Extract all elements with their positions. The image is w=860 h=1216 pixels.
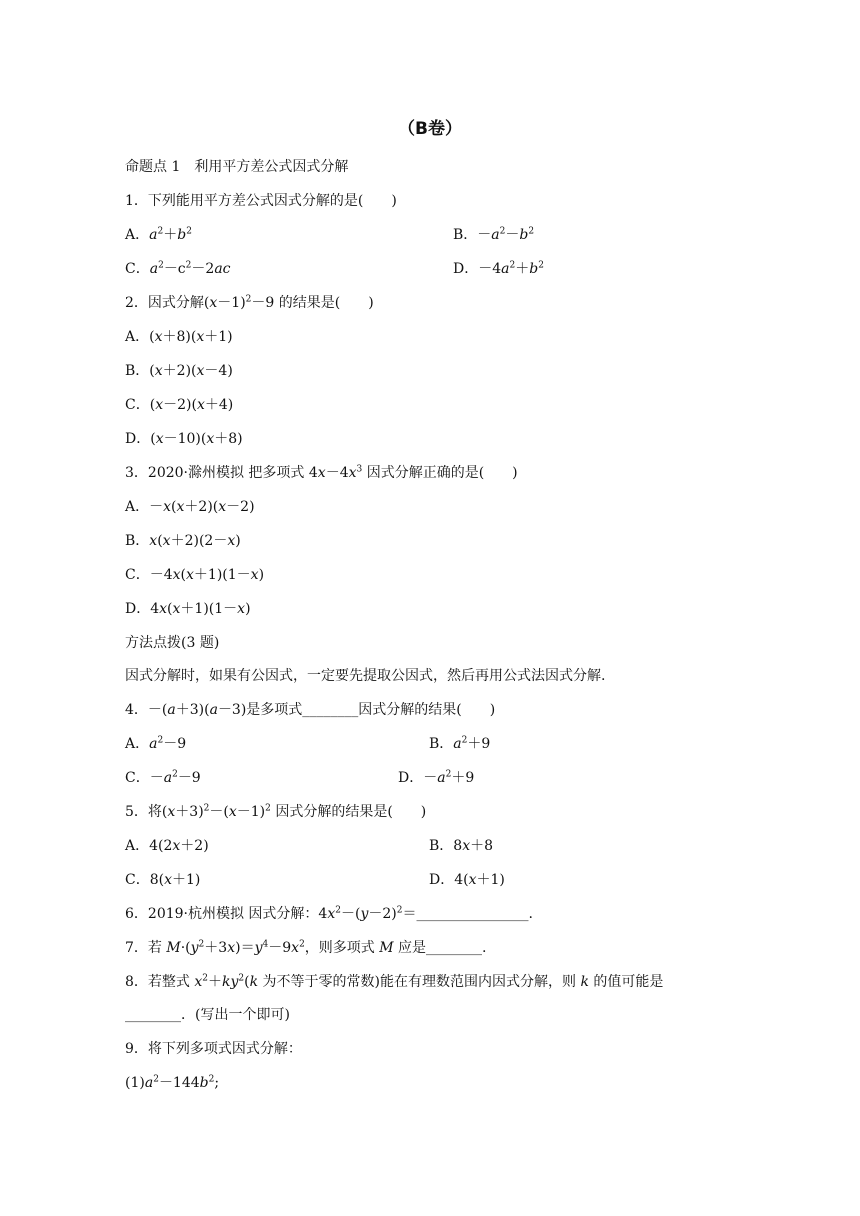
question-8-line-1: 8．若整式 $x^2+ky^2(k$ 为不等于零的常数)能在有理数范围内因式分解，则 k 的值可能是 — [125, 973, 664, 990]
q1-option-d: D．$-4a^2+b^2$ — [453, 260, 544, 277]
question-7-stem: 7．若 $M\cdot(y^2+3x)=y^4-9x^2$，则多项式 M 应是________. — [125, 939, 487, 956]
question-6-stem: 6．2019·杭州模拟 因式分解：$4x^2-(y-2)^2=\_\_\_\_\_\_\_\_\_\_\_\_\_\_\_\_$. — [125, 905, 533, 922]
q1-option-a: A．$a^2+b^2$ — [125, 226, 192, 243]
q4-option-a: A．$a^2-9$ — [125, 735, 187, 752]
question-8-line-2: ________．(写出一个即可) — [125, 1007, 290, 1023]
q5-option-c: C．8(x＋1) — [125, 872, 201, 888]
q3-option-a: A．－x(x＋2)(x－2) — [125, 499, 255, 515]
q4-option-b: B．$a^2+9$ — [429, 735, 491, 752]
q2-option-c: C．(x－2)(x＋4) — [125, 397, 234, 413]
q2-option-d: D．(x－10)(x＋8) — [125, 431, 243, 447]
page-title: （B卷） — [398, 119, 462, 139]
question-9-part-1: $(1)a^2-144b^2$; — [125, 1074, 220, 1091]
q2-option-b: B．(x＋2)(x－4) — [125, 363, 233, 379]
q5-option-b: B．8x＋8 — [429, 838, 494, 854]
q5-option-d: D．4(x＋1) — [429, 872, 505, 888]
q2-option-a: A．(x＋8)(x＋1) — [125, 329, 233, 345]
section-heading: 命题点 1 利用平方差公式因式分解 — [125, 159, 349, 175]
q1-option-b: B．$-a^2-b^2$ — [453, 226, 535, 243]
question-3-stem: 3．2020·滁州模拟 把多项式 $4x-4x^3$ 因式分解正确的是( ) — [125, 464, 518, 481]
question-4-stem: 4．－(a＋3)(a－3)是多项式________因式分解的结果( ) — [125, 702, 496, 718]
method-tip-text: 因式分解时，如果有公因式，一定要先提取公因式，然后再用公式法因式分解. — [125, 668, 606, 684]
method-tip-title: 方法点拨(3 题) — [125, 635, 220, 651]
question-9-stem: 9．将下列多项式因式分解： — [125, 1041, 302, 1057]
question-1-stem: 1．下列能用平方差公式因式分解的是( ) — [125, 193, 397, 209]
q4-option-c: C．$-a^2-9$ — [125, 769, 201, 786]
question-5-stem: 5．将$(x+3)^2-(x-1)^2$ 因式分解的结果是( ) — [125, 803, 427, 820]
q4-option-d: D．$-a^2+9$ — [398, 769, 475, 786]
q3-option-b: B．x(x＋2)(2－x) — [125, 533, 241, 549]
q1-option-c: C．$a^2-c^2-2ac$ — [125, 260, 231, 277]
question-2-stem: 2．因式分解$(x-1)^2-9$ 的结果是( ) — [125, 294, 374, 311]
q3-option-d: D．4x(x＋1)(1－x) — [125, 601, 251, 617]
q5-option-a: A．4(2x＋2) — [125, 838, 209, 854]
q3-option-c: C．－4x(x＋1)(1－x) — [125, 567, 265, 583]
